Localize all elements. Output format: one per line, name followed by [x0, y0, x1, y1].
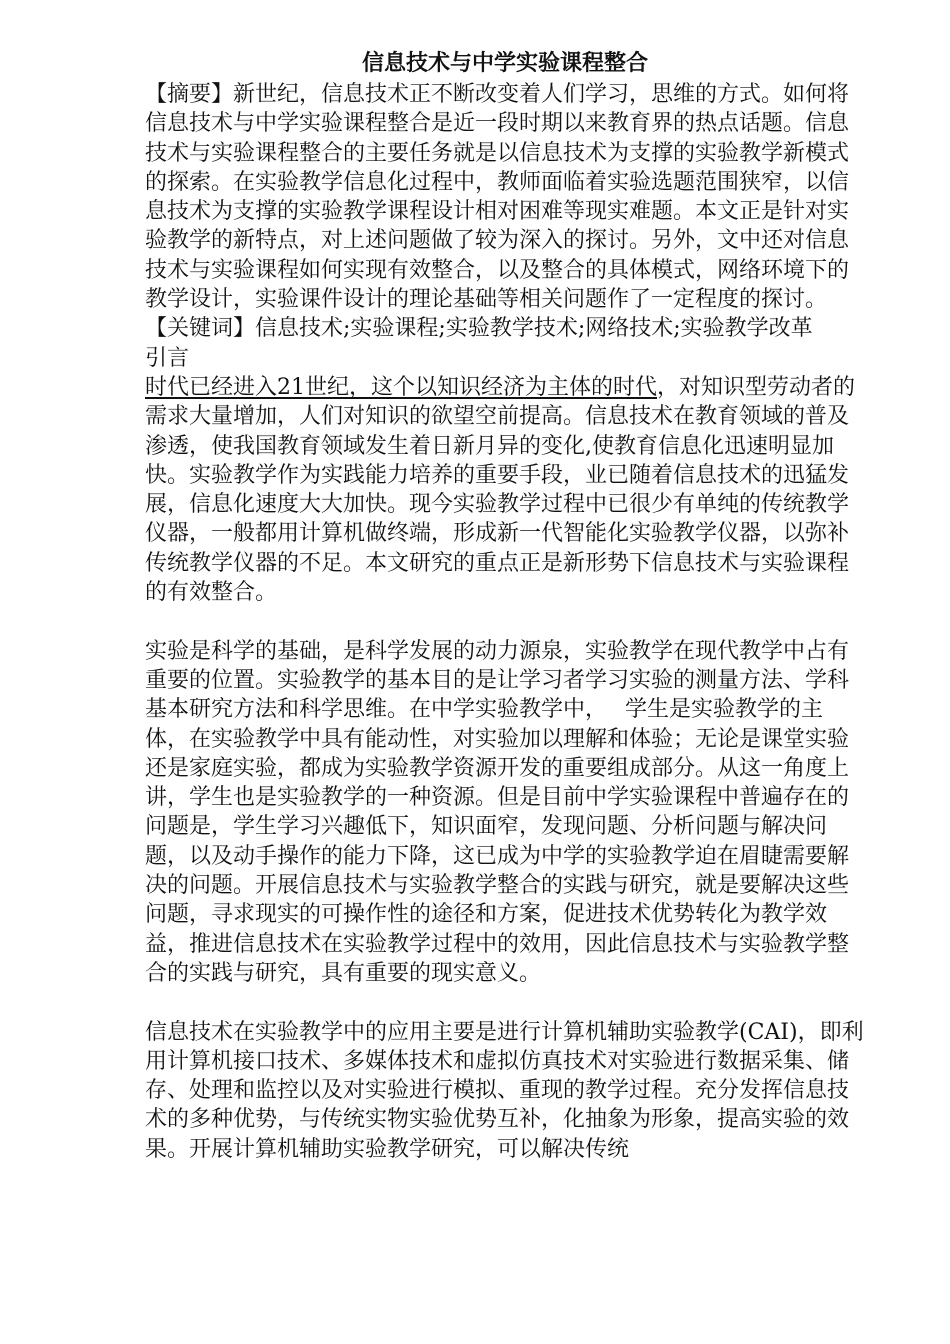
introduction-body-text: ，对知识型劳动者的需求大量增加，人们对知识的欲望空前提高。信息技术在教育领域的普及渗透，使我国教育领域发生着日新月异的变化,使教育信息化迅速明显加快。实验教学作为实践能力培养的重要手段，业已随着信息技术的迅猛发展，信息化速度大大加快。现今实验教学过程中已很少有单纯的传统教学仪器，一般都用计算机做终端，形成新一代智能化实验教学仪器，以弥补传统教学仪器的不足。本文研究的重点正是新形势下信息技术与实验课程的有效整合。 [145, 374, 856, 606]
paragraph-spacer [145, 988, 865, 1017]
document-title: 信息技术与中学实验课程整合 [361, 50, 648, 76]
introduction-underlined-lead: 时代已经进入21世纪，这个以知识经济为主体的时代 [145, 374, 657, 400]
body-paragraph-2: 实验是科学的基础，是科学发展的动力源泉，实验教学在现代教学中占有重要的位置。实验教学的基本目的是让学习者学习实验的测量方法、学科基本研究方法和科学思维。在中学实验教学中， 学生是实验教学的主体，在实验教学中具有能动性，对实验加以理解和体验；无论是课堂实验还是家庭实验，都成为实验教学资源开发的重要组成部分。从这一角度上讲，学生也是实验教学的一种资源。但是目前中学实验课程中普遍存在的问题是，学生学习兴趣低下，知识面窄，发现问题、分析问题与解决问题，以及动手操作的能力下降，这已成为中学的实验教学迫在眉睫需要解决的问题。开展信息技术与实验教学整合的实践与研究，就是要解决这些问题，寻求现实的可操作性的途径和方案，促进技术优势转化为教学效益，推进信息技术在实验教学过程中的效用，因此信息技术与实验教学整合的实践与研究，具有重要的现实意义。 [145, 638, 850, 986]
body-paragraph-3: 信息技术在实验教学中的应用主要是进行计算机辅助实验教学(CAI)，即利用计算机接口技术、多媒体技术和虚拟仿真技术对实验进行数据采集、储存、处理和监控以及对实验进行模拟、重现的教学过程。充分发挥信息技术的多种优势，与传统实物实验优势互补，化抽象为形象，提高实验的效果。开展计算机辅助实验教学研究，可以解决传统 [145, 1019, 864, 1162]
abstract-paragraph: 【摘要】新世纪，信息技术正不断改变着人们学习，思维的方式。如何将信息技术与中学实验课程整合是近一段时期以来教育界的热点话题。信息技术与实验课程整合的主要任务就是以信息技术为支撑的实验教学新模式的探索。在实验教学信息化过程中，教师面临着实验选题范围狭窄，以信息技术为支撑的实验教学课程设计相对困难等现实难题。本文正是针对实验教学的新特点，对上述问题做了较为深入的探讨。另外，文中还对信息技术与实验课程如何实现有效整合，以及整合的具体模式，网络环境下的教学设计，实验课件设计的理论基础等相关问题作了一定程度的探讨。 [145, 82, 850, 313]
document-page [145, 48, 865, 1164]
introduction-paragraph [145, 373, 865, 607]
keywords-paragraph: 【关键词】信息技术;实验课程;实验教学技术;网络技术;实验教学改革 [145, 316, 813, 342]
paragraph-spacer [145, 607, 865, 636]
introduction-heading: 引言 [145, 345, 190, 371]
